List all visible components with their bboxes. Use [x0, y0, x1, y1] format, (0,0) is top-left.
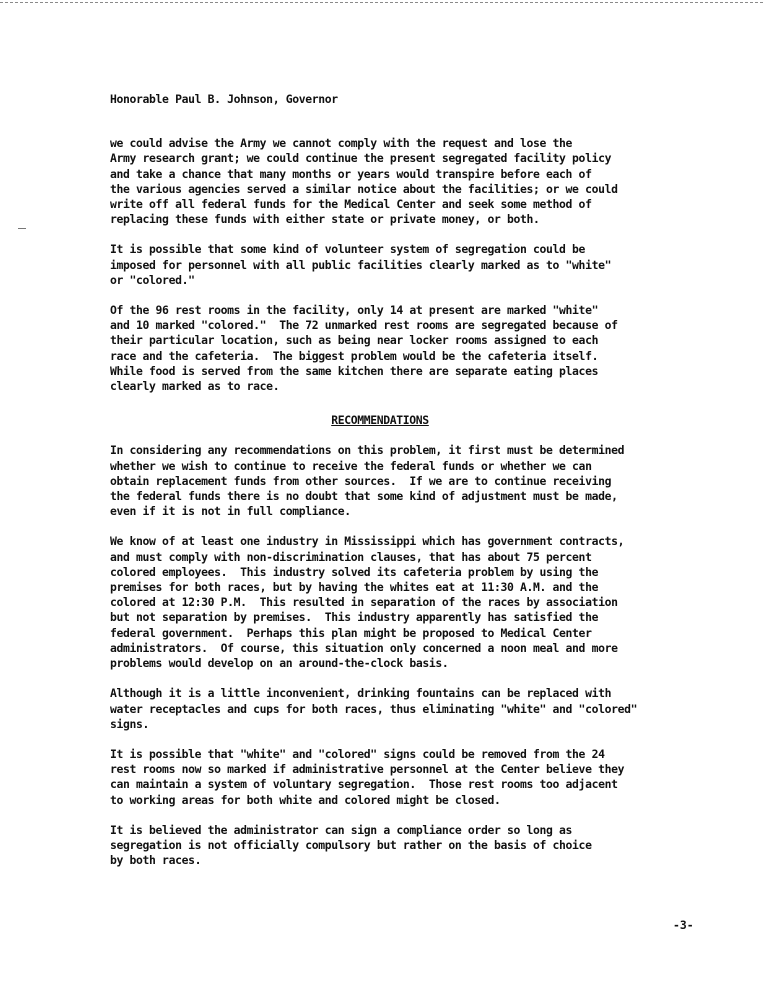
text-line: we could advise the Army we cannot comply with the request and lose the — [110, 136, 573, 151]
text-line: or "colored." — [110, 272, 195, 287]
margin-mark — [18, 228, 26, 229]
text-line: Although it is a little inconvenient, drinking fountains can be replaced with — [110, 686, 612, 701]
paragraph-considering — [110, 443, 710, 519]
text-line: obtain replacement funds from other sources. If we are to continue receiving — [110, 473, 612, 488]
page-top-edge — [0, 2, 763, 3]
text-line: colored at 12:30 P.M. This resulted in separation of the races by association — [110, 595, 618, 610]
text-line: and must comply with non-discrimination clauses, that has about 75 percent — [110, 549, 592, 564]
text-line: signs. — [110, 716, 150, 731]
text-line: and take a chance that many months or years would transpire before each of — [110, 166, 592, 181]
text-line: It is possible that some kind of volunteer system of segregation could be — [110, 242, 586, 257]
text-line: race and the cafeteria. The biggest problem would be the cafeteria itself. — [110, 348, 599, 363]
text-line: colored employees. This industry solved its cafeteria problem by using the — [110, 564, 599, 579]
section-heading: RECOMMENDATIONS — [331, 413, 429, 428]
text-line: While food is served from the same kitchen there are separate eating places — [110, 363, 599, 378]
text-line: imposed for personnel with all public facilities clearly marked as to "white" — [110, 257, 612, 272]
addressee-line: Honorable Paul B. Johnson, Governor — [110, 92, 338, 106]
text-line: their particular location, such as being near locker rooms assigned to each — [110, 333, 599, 348]
text-line: replacing these funds with either state or private money, or both. — [110, 212, 540, 227]
paragraph-drinking-fountains — [110, 686, 710, 732]
text-line: It is possible that "white" and "colored" signs could be removed from the 24 — [110, 746, 605, 761]
text-line: We know of at least one industry in Mississippi which has government contracts, — [110, 534, 625, 549]
paragraph-options — [110, 136, 710, 227]
text-line: premises for both races, but by having the whites eat at 11:30 A.M. and the — [110, 580, 599, 595]
paragraph-rest-rooms — [110, 303, 710, 394]
text-line: and 10 marked "colored." The 72 unmarked rest rooms are segregated because of — [110, 318, 618, 333]
text-line: Of the 96 rest rooms in the facility, only 14 at present are marked "white" — [110, 303, 599, 318]
text-line: problems would develop on an around-the-clock basis. — [110, 656, 449, 671]
text-line: clearly marked as to race. — [110, 379, 280, 394]
text-line: In considering any recommendations on this problem, it first must be determined — [110, 443, 625, 458]
paragraph-volunteer-system — [110, 242, 710, 288]
section-heading-wrapper — [110, 409, 710, 428]
text-line: administrators. Of course, this situation only concerned a noon meal and more — [110, 640, 618, 655]
page-number: -3- — [673, 918, 694, 932]
text-line: rest rooms now so marked if administrative personnel at the Center believe they — [110, 762, 625, 777]
text-line: but not separation by premises. This industry apparently has satisfied the — [110, 610, 599, 625]
text-line: the various agencies served a similar notice about the facilities; or we could — [110, 181, 618, 196]
text-line: federal government. Perhaps this plan might be proposed to Medical Center — [110, 625, 592, 640]
paragraph-signs-removal — [110, 747, 710, 808]
text-line: even if it is not in full compliance. — [110, 504, 351, 519]
text-line: segregation is not officially compulsory but rather on the basis of choice — [110, 837, 592, 852]
text-line: can maintain a system of voluntary segregation. Those rest rooms too adjacent — [110, 777, 618, 792]
paragraph-compliance-order — [110, 823, 710, 869]
text-line: by both races. — [110, 853, 202, 868]
text-line: to working areas for both white and colored might be closed. — [110, 792, 501, 807]
paragraph-industry-example — [110, 534, 710, 671]
letter-body — [110, 92, 710, 883]
text-line: the federal funds there is no doubt that some kind of adjustment must be made, — [110, 489, 618, 504]
text-line: whether we wish to continue to receive the federal funds or whether we can — [110, 458, 592, 473]
text-line: It is believed the administrator can sign a compliance order so long as — [110, 822, 573, 837]
text-line: write off all federal funds for the Medical Center and seek some method of — [110, 197, 592, 212]
text-line: Army research grant; we could continue the present segregated facility policy — [110, 151, 612, 166]
text-line: water receptacles and cups for both races, thus eliminating "white" and "colored" — [110, 701, 638, 716]
